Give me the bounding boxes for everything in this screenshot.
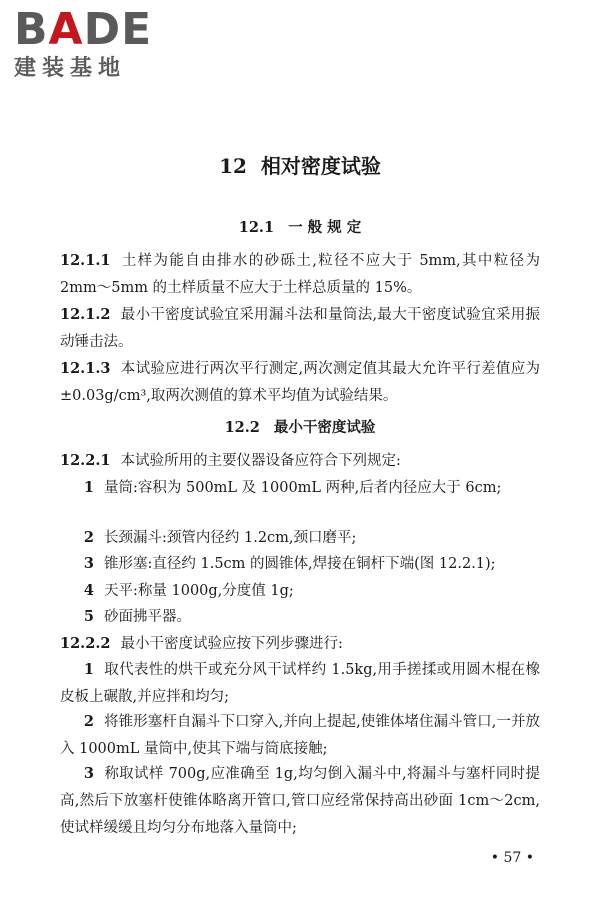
- list-item: 5 砂面拂平器。: [83, 608, 191, 625]
- logo-wordmark: BADE: [14, 4, 153, 55]
- clause-12-1-3: 12.1.3 本试验应进行两次平行测定,两次测定值其最大允许平行差值应为±0.03g/cm³,取两次测值的算术平均值为试验结果。: [60, 360, 540, 404]
- clause-12-1-1: 12.1.1 土样为能自由排水的砂砾土,粒径不应大于 5mm,其中粒径为 2mm～5mm 的土样质量不应大于土样总质量的 15%。: [60, 252, 540, 296]
- clause-12-1-2: 12.1.2 最小干密度试验宜采用漏斗法和量筒法,最大干密度试验宜采用振动锤击法。: [60, 306, 540, 350]
- clause-12-2-1: 12.2.1 本试验所用的主要仪器设备应符合下列规定:: [60, 452, 401, 469]
- section-heading-12-2: 12.2 最小干密度试验: [224, 419, 376, 436]
- list-item: 1 取代表性的烘干或充分风干试样约 1.5kg,用手搓揉或用圆木棍在橡皮板上碾散,并应拌和均匀;: [60, 661, 540, 705]
- section-heading-12-1: 12.1 一 般 规 定: [238, 219, 362, 236]
- page-number: • 57 •: [490, 850, 534, 866]
- logo-subtitle: 建装基地: [14, 56, 127, 81]
- chapter-number: 12: [219, 154, 247, 178]
- clause-12-2-2: 12.2.2 最小干密度试验应按下列步骤进行:: [60, 635, 343, 652]
- chapter-name: 相对密度试验: [260, 154, 381, 178]
- list-item: 3 锥形塞:直径约 1.5cm 的圆锥体,焊接在铜杆下端(图 12.2.1);: [83, 555, 496, 572]
- list-item: 2 将锥形塞杆自漏斗下口穿入,并向上提起,使锥体堵住漏斗管口,一并放入 1000mL 量筒中,使其下端与筒底接触;: [60, 713, 540, 757]
- list-item: 1 量筒:容积为 500mL 及 1000mL 两种,后者内径应大于 6cm;: [83, 479, 502, 496]
- chapter-title: [0, 150, 600, 179]
- list-item: 2 长颈漏斗:颈管内径约 1.2cm,颈口磨平;: [83, 529, 357, 546]
- bade-logo: [14, 6, 184, 82]
- list-item: 4 天平:称量 1000g,分度值 1g;: [83, 582, 294, 599]
- list-item: 3 称取试样 700g,应准确至 1g,均匀倒入漏斗中,将漏斗与塞杆同时提高,然后下放塞杆使锥体略离开管口,管口应经常保持高出砂面 1cm～2cm,使试样缓缓且均匀分布地落入量筒中;: [60, 765, 540, 836]
